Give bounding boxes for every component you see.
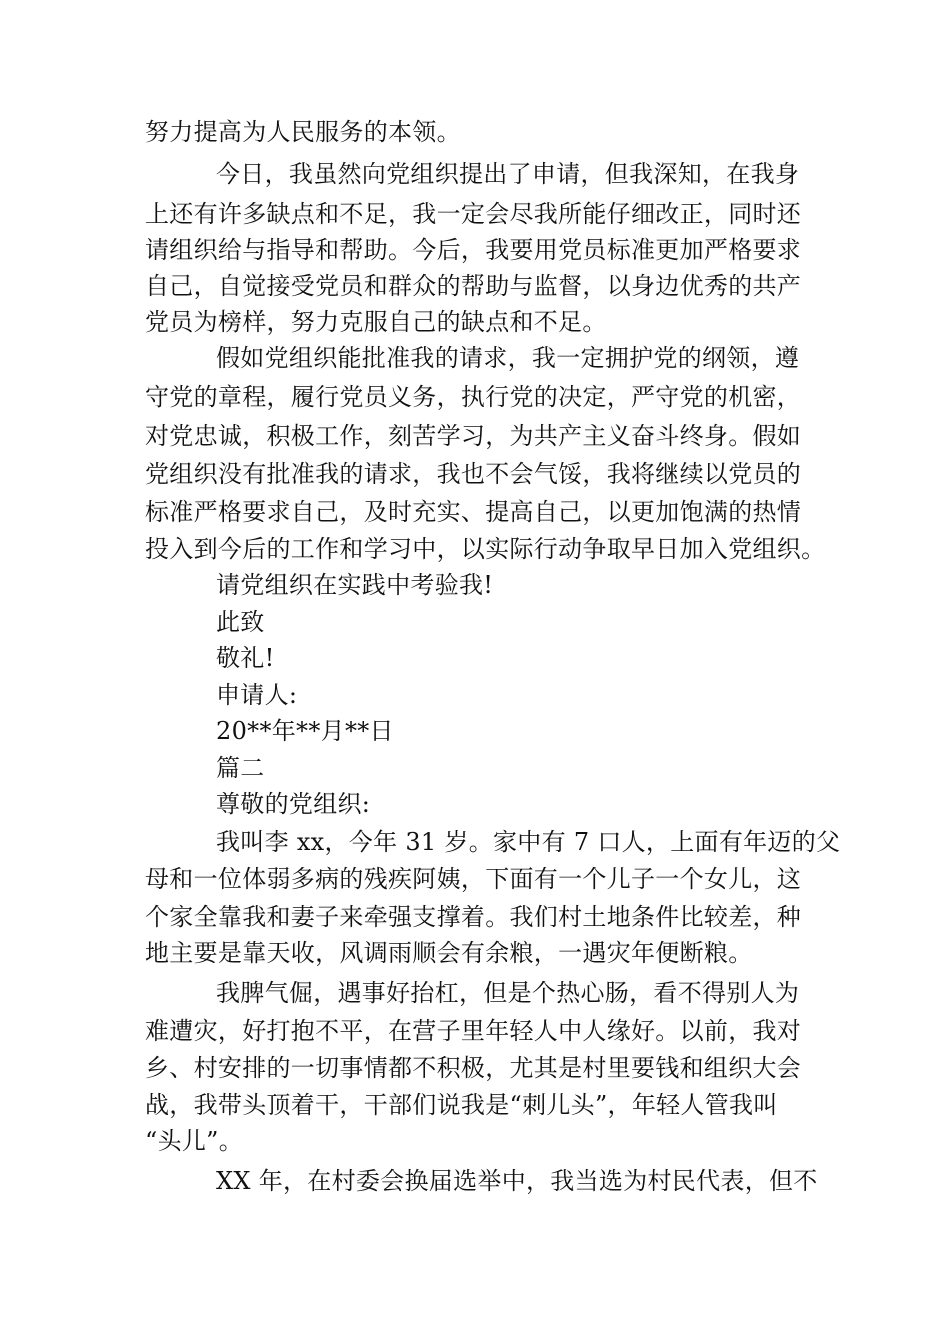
text-line: 努力提高为人民服务的本领。 bbox=[145, 118, 461, 146]
text-line: 上还有许多缺点和不足，我一定会尽我所能仔细改正，同时还 bbox=[145, 200, 802, 228]
greeting: 尊敬的党组织: bbox=[216, 790, 371, 818]
text-line: 党组织没有批准我的请求，我也不会气馁，我将继续以党员的 bbox=[145, 460, 802, 488]
text-line: 投入到今后的工作和学习中，以实际行动争取早日加入党组织。 bbox=[145, 535, 826, 563]
text-line: 自己，自觉接受党员和群众的帮助与监督，以身边优秀的共产 bbox=[145, 272, 802, 300]
paragraph-first-line: 假如党组织能批准我的请求，我一定拥护党的纲领，遵 bbox=[216, 344, 800, 372]
text-line: 地主要是靠天收，风调雨顺会有余粮，一遇灾年便断粮。 bbox=[145, 939, 753, 967]
text-line: 标准严格要求自己，及时充实、提高自己，以更加饱满的热情 bbox=[145, 498, 802, 526]
text-line: 党员为榜样，努力克服自己的缺点和不足。 bbox=[145, 308, 607, 336]
paragraph-first-line: 今日，我虽然向党组织提出了申请，但我深知，在我身 bbox=[216, 160, 800, 188]
date-line: 20**年**月**日 bbox=[216, 717, 394, 745]
applicant-label: 申请人: bbox=[216, 681, 298, 709]
paragraph-first-line: 我脾气倔，遇事好抬杠，但是个热心肠，看不得别人为 bbox=[216, 979, 800, 1007]
text-line: 个家全靠我和妻子来牵强支撑着。我们村土地条件比较差，种 bbox=[145, 903, 802, 931]
text-line: 请组织给与指导和帮助。今后，我要用党员标准更加严格要求 bbox=[145, 236, 802, 264]
closing-request: 请党组织在实践中考验我! bbox=[216, 571, 494, 599]
paragraph-first-line: XX 年，在村委会换届选举中，我当选为村民代表，但不 bbox=[216, 1167, 818, 1195]
salutation-jingli: 敬礼! bbox=[216, 644, 275, 672]
text-line: 守党的章程，履行党员义务，执行党的决定，严守党的机密， bbox=[145, 383, 802, 411]
salutation-cizhi: 此致 bbox=[216, 608, 265, 636]
section-heading: 篇二 bbox=[216, 754, 265, 782]
text-line: 难遭灾，好打抱不平，在营子里年轻人中人缘好。以前，我对 bbox=[145, 1017, 802, 1045]
text-line: 乡、村安排的一切事情都不积极，尤其是村里要钱和组织大会 bbox=[145, 1054, 802, 1082]
text-line: 对党忠诚，积极工作，刻苦学习，为共产主义奋斗终身。假如 bbox=[145, 422, 802, 450]
text-line: 母和一位体弱多病的残疾阿姨，下面有一个儿子一个女儿，这 bbox=[145, 865, 802, 893]
text-line: “头儿”。 bbox=[145, 1127, 244, 1155]
paragraph-first-line: 我叫李 xx，今年 31 岁。家中有 7 口人，上面有年迈的父 bbox=[216, 828, 841, 856]
text-line: 战，我带头顶着干，干部们说我是“刺儿头”，年轻人管我叫 bbox=[145, 1091, 778, 1119]
